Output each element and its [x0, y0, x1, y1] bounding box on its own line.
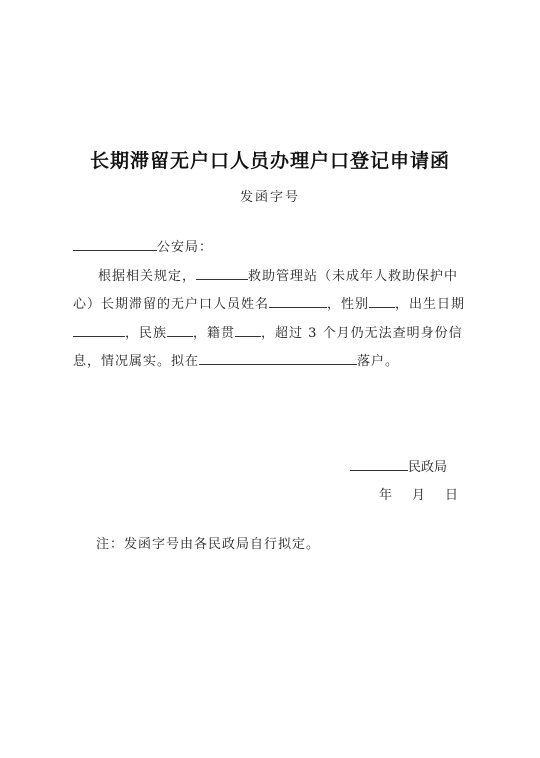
document-title: 长期滞留无户口人员办理户口登记申请函: [89, 150, 450, 172]
body-text: ，民族: [125, 326, 168, 341]
civil-affairs-blank: [350, 458, 408, 471]
body-line-2: [73, 293, 465, 312]
date-day: 日: [445, 488, 459, 503]
signature-line: [350, 456, 447, 475]
date-year: 年: [379, 488, 393, 503]
native-place-blank: [235, 324, 261, 337]
ethnicity-blank: [167, 324, 193, 337]
body-line-4: [73, 350, 399, 369]
document-number-label: 发函字号: [239, 190, 300, 205]
body-line-3: [73, 322, 463, 341]
body-text: ，出生日期: [395, 297, 466, 312]
body-text: ，性别: [327, 297, 370, 312]
body-text: ，超过 3 个月仍无法查明身份信: [261, 326, 463, 341]
body-text: ，籍贯: [193, 326, 236, 341]
addressee-label: 公安局：: [157, 240, 214, 255]
birthdate-blank: [73, 324, 125, 337]
footnote: 注：发函字号由各民政局自行拟定。: [96, 537, 321, 552]
residence-blank: [199, 352, 357, 365]
date-month: 月: [412, 488, 426, 503]
body-text: 息，情况属实。拟在: [73, 354, 200, 369]
addressee-line: [73, 236, 213, 255]
body-text: 救助管理站（未成年人救助保护中: [248, 269, 459, 284]
station-blank: [196, 267, 248, 280]
gender-blank: [369, 295, 395, 308]
police-bureau-blank: [73, 238, 157, 251]
body-line-1: [98, 265, 458, 284]
name-blank: [269, 295, 327, 308]
date-line: [379, 484, 458, 503]
body-text: 根据相关规定，: [98, 269, 197, 284]
body-text: 落户。: [357, 354, 400, 369]
signature-label: 民政局: [408, 460, 448, 475]
body-text: 心）长期滞留的无户口人员姓名: [73, 297, 270, 312]
